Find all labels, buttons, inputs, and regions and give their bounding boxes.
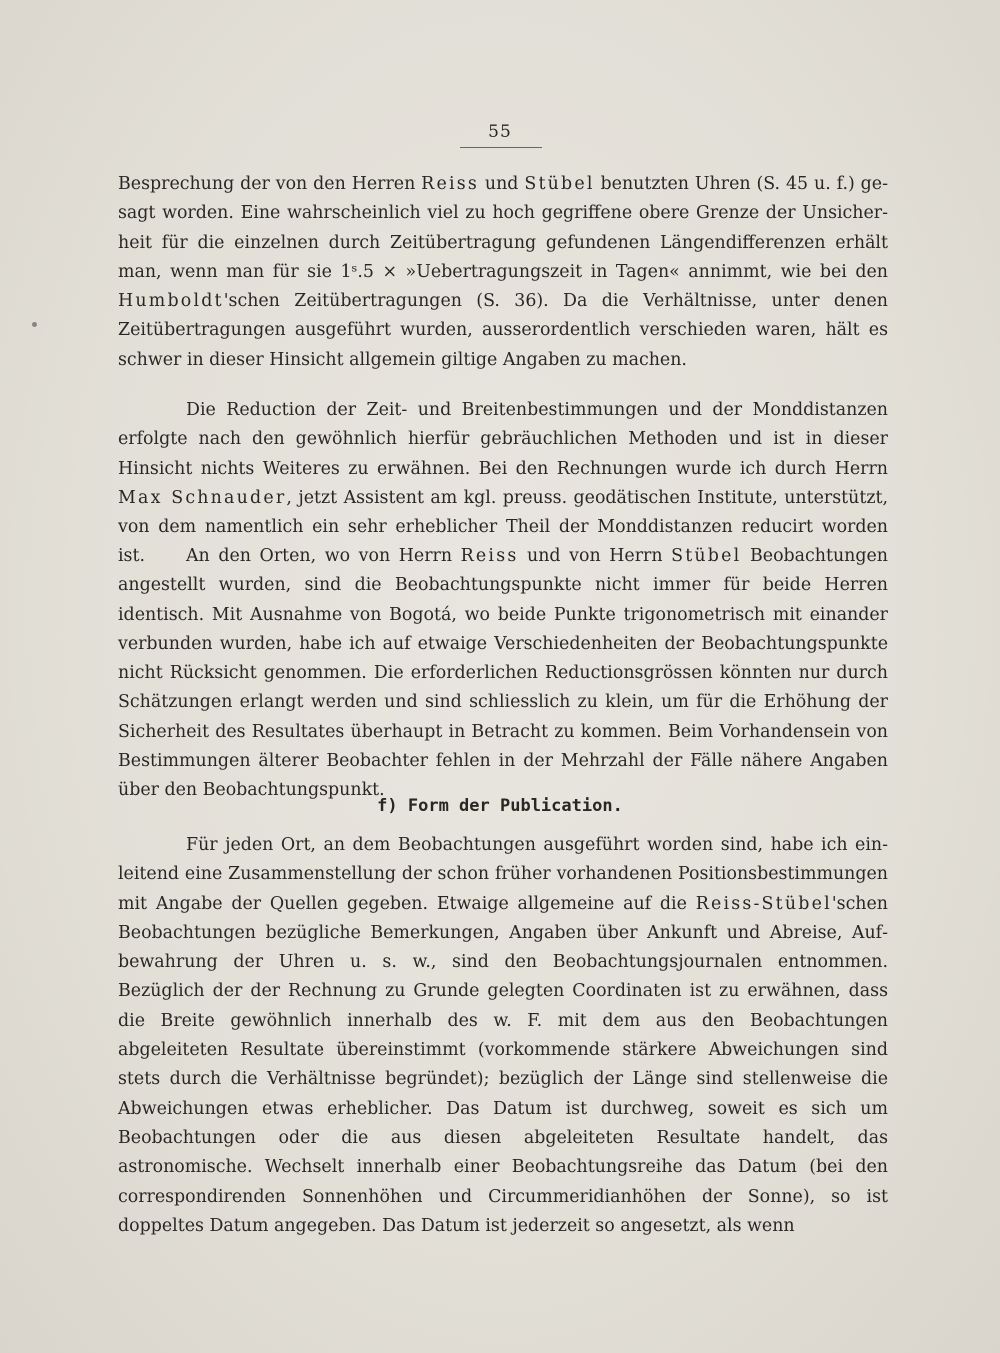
p4-text: Für jeden Ort, an dem Beobachtungen ausgeführt worden sind, habe ich einleitend eine Zusammenstellung der schon früher vorhandenen Positionsbestimmungen mit Angabe der Quellen gegeben. Etwaige allgemeine auf die	[118, 835, 888, 914]
p1-text: 'schen Zeitübertragungen (S. 36). Da die Verhältnisse, unter denen Zeitübertragungen ausgeführt wurden, ausserordentlich verschieden waren, hält es schwer in dieser Hinsicht allgemein giltige Angaben zu machen.	[118, 291, 888, 370]
p1-text: Besprechung der von den Herren	[118, 174, 422, 194]
name-humboldt: Humboldt	[118, 291, 224, 312]
p1-text: benutzten Uhren (S. 45 u. f.) gesagt worden. Eine wahrscheinlich viel zu hoch gegriffene obere Grenze der Unsicherheit für die einzelnen durch Zeitübertragung gefundenen Längendifferenzen erhält man, wenn man für sie 1ˢ.5 × »Uebertragungszeit in Tagen« annimmt, wie bei den	[118, 174, 888, 282]
paragraph-4	[118, 831, 888, 1241]
page-number-rule	[460, 147, 542, 148]
name-reiss: Reiss	[460, 546, 519, 566]
section-heading: f) Form der Publication.	[377, 796, 623, 816]
p3-text: und von Herrn	[518, 546, 672, 566]
paragraph-1	[118, 170, 888, 375]
p3-text: An den Orten, wo von Herrn	[186, 546, 461, 566]
name-reiss-stuebel: Reiss-Stübel	[695, 893, 832, 914]
p2-text: Die Reduction der Zeit- und Breitenbestimmungen und der Monddistanzen erfolgte nach den gewöhnlich hierfür gebräuchlichen Methoden und ist in dieser Hinsicht nichts Weiteres zu erwähnen. Bei den Rechnungen wurde ich durch Herrn	[118, 400, 888, 479]
name-reiss: Reiss	[421, 174, 479, 194]
p3-text: Beobachtungen angestellt wurden, sind die Beobachtungspunkte nicht immer für beide Herren identisch. Mit Ausnahme von Bogotá, wo beide Punkte trigonometrisch mit einander verbunden wurden, habe ich auf etwaige Verschiedenheiten der Beobachtungspunkte nicht Rücksicht genommen. Die erforderlichen Reductionsgrössen könnten nur durch Schätzungen erlangt werden und sind schliesslich zu klein, um für die Erhöhung der Sicherheit des Resultates überhaupt in Betracht zu kommen. Beim Vorhandensein von Bestimmungen älterer Beobachter fehlen in der Mehrzahl der Fälle nähere Angaben über den Beobachtungspunkt.	[118, 546, 888, 801]
name-stuebel: Stübel	[524, 174, 595, 194]
p1-text: und	[478, 174, 525, 194]
paragraph-3	[118, 542, 888, 806]
p2-text: , jetzt Assistent am kgl. preuss. geodätischen Institute, unterstützt, von dem namentlich ein sehr erheblicher Theil der Monddistanzen reducirt worden ist.	[118, 487, 888, 567]
name-max-schnauder: Max Schnauder	[118, 487, 287, 508]
page-number: 55	[488, 122, 512, 142]
page-speck	[32, 322, 37, 327]
name-stuebel: Stübel	[671, 546, 742, 566]
p4-text: 'schen Beobachtungen bezügliche Bemerkungen, Angaben über Ankunft und Abreise, Aufbewahrung der Uhren u. s. w., sind den Beobachtungsjournalen entnommen. Bezüglich der der Rechnung zu Grunde gelegten Coordinaten ist zu erwähnen, dass die Breite gewöhnlich innerhalb des w. F. mit dem aus den Beobachtungen abgeleiteten Resultate übereinstimmt (vorkommende stärkere Abweichungen sind stets durch die Verhältnisse begründet); bezüglich der Länge sind stellenweise die Abweichungen etwas erheblicher. Das Datum ist durchweg, soweit es sich um Beobachtungen oder die aus diesen abgeleiteten Resultate handelt, das astronomische. Wechselt innerhalb einer Beobachtungsreihe das Datum (bei den correspondirenden Sonnenhöhen und Circummeridianhöhen der Sonne), so ist doppeltes Datum angegeben. Das Datum ist jederzeit so angesetzt, als wenn	[118, 893, 888, 1236]
